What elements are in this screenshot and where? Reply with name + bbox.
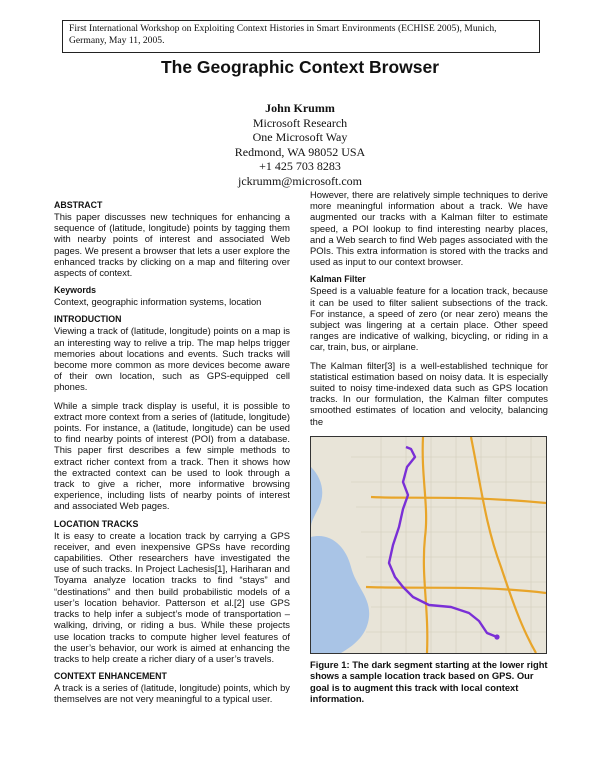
location-tracks-paragraph: It is easy to create a location track by carrying a GPS receiver, and even inexpensive GPSs have recording capabilities. Other researchers have investigated the use of such tracks. In Project Lachesis[1], Hariharan and Toyama analyze location tracks to find “stays” and “destinations” and then build probabilistic models of a user’s location behavior. Patterson et al.[2] use GPS tracks to help infer a subject’s mode of transportation – walking, driving, or riding a bus. While these projects use location tracks to compute higher level features of the user’s behavior, our work is aimed at enhancing the tracks to help create a richer diary of a user’s travels. <box>54 529 290 664</box>
left-column <box>54 200 290 712</box>
author-phone: +1 425 703 8283 <box>259 159 341 174</box>
right-paragraph-1: However, there are relatively simple techniques to derive more meaningful information about a track. We have augmented our tracks with a Kalman filter to estimate speed, a POI lookup to find interesting nearby places, and a Web search to find Web pages associated with the POIs. This extra information is stored with the tracks and used as input to our context browser. <box>310 189 548 268</box>
kalman-paragraph-2: The Kalman filter[3] is a well-established technique for statistical estimation based on noisy data. It is especially suited to noisy time-indexed data such as GPS location tracks. In our formulation, the Kalman filter computes smoothed estimates of location and velocity, balancing the <box>310 359 548 427</box>
introduction-heading: INTRODUCTION <box>54 314 122 325</box>
kalman-filter-heading: Kalman Filter <box>310 274 366 285</box>
introduction-paragraph-1: Viewing a track of (latitude, longitude) points on a map is an interesting way to relive a trip. The map helps trigger memories about locations and events. Such tracks will become more common as more devices become aware of their own location, such as GPS-equipped cell phones. <box>54 325 290 393</box>
author-block <box>0 101 600 189</box>
location-tracks-heading: LOCATION TRACKS <box>54 518 139 529</box>
author-email[interactable]: jckrumm@microsoft.com <box>237 173 363 188</box>
conference-notice: First International Workshop on Exploiting Context Histories in Smart Environments (ECHISE 2005), Munich, Germany, May 11, 2005. <box>62 20 540 53</box>
paper-title: The Geographic Context Browser <box>160 57 440 77</box>
introduction-paragraph-2: While a simple track display is useful, it is possible to extract more context from a series of (latitude, longitude) points. For instance, a (latitude, longitude) can be used to find nearby points of interest (POI) from a database. This paper first describes a few simple methods to extract richer context from a track. Then it shows how the extracted context can be used to look through a track to give a richer, more informative browsing experience, including lists of nearby points of interest and associated Web pages. <box>54 399 290 512</box>
kalman-paragraph-1: Speed is a valuable feature for a location track, because it can be used to filter salient subsections of the track. For instance, a speed of zero (or near zero) means the subject was lingering at a certain place. Other speed ranges are indicative of walking, bicycling, or riding in a car, train, bus, or airplane. <box>310 285 548 353</box>
abstract-text: This paper discusses new techniques for enhancing a sequence of (latitude, longitude) points by tagging them with nearby points of interest and associated Web pages. We present a browser that lets a user explore the enhanced tracks by clicking on a map and filtering over aspects of context. <box>54 211 290 279</box>
figure-1-map <box>310 436 547 654</box>
author-street: One Microsoft Way <box>252 130 348 145</box>
track-start-marker <box>494 634 499 639</box>
keywords-heading: Keywords <box>54 285 97 296</box>
map-graphic <box>311 437 546 653</box>
author-city: Redmond, WA 98052 USA <box>234 144 366 159</box>
keywords-text: Context, geographic information systems, location <box>54 296 262 308</box>
author-name: John Krumm <box>265 101 335 115</box>
figure-1-caption: Figure 1: The dark segment starting at the lower right shows a sample location track based on GPS. Our goal is to augment this track with local context information. <box>310 659 548 704</box>
context-enhancement-heading: CONTEXT ENHANCEMENT <box>54 671 167 682</box>
abstract-heading: ABSTRACT <box>54 200 103 210</box>
context-enhancement-paragraph: A track is a series of (latitude, longitude) points, which by themselves are not very meaningful to a typical user. <box>54 682 290 705</box>
author-org: Microsoft Research <box>252 115 348 130</box>
right-column <box>310 189 548 434</box>
